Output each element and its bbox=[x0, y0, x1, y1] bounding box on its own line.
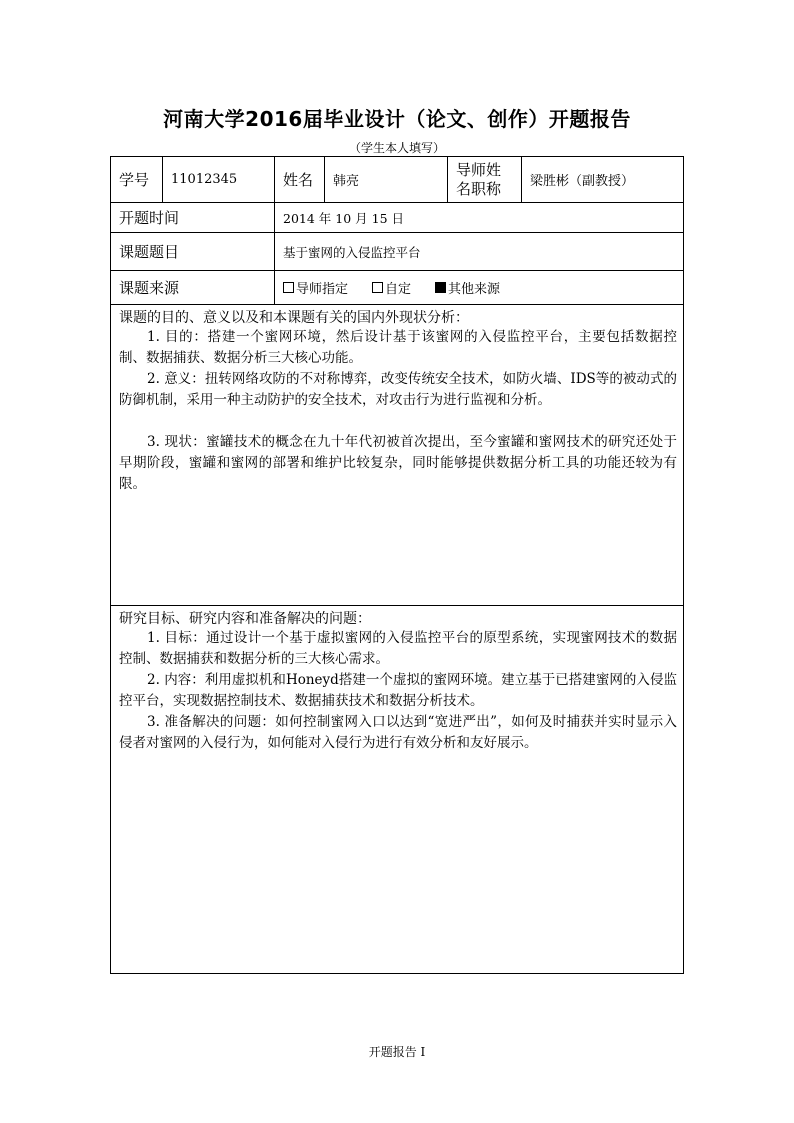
name-label: 姓名 bbox=[283, 171, 314, 189]
source-options bbox=[275, 271, 683, 304]
advisor-label-line2: 名职称 bbox=[456, 179, 502, 198]
document-title: 河南大学2016届毕业设计（论文、创作）开题报告 bbox=[163, 107, 631, 131]
section2-heading: 研究目标、研究内容和准备解决的问题： bbox=[119, 611, 371, 627]
source-option-advisor[interactable] bbox=[283, 278, 348, 297]
source-option-label: 自定 bbox=[385, 282, 412, 297]
row-divider bbox=[111, 605, 683, 606]
student-id-label: 学号 bbox=[119, 171, 150, 189]
document-subtitle: （学生本人填写） bbox=[348, 141, 445, 155]
name-value: 韩亮 bbox=[333, 174, 360, 189]
section2-paragraph: 3. 准备解决的问题：如何控制蜜网入口以达到“宽进严出”，如何及时捕获并实时显示入侵者对蜜网的入侵行为，如何能对入侵行为进行有效分析和友好展示。 bbox=[119, 714, 677, 751]
report-form bbox=[110, 156, 684, 974]
time-label: 开题时间 bbox=[119, 209, 180, 227]
checkbox-unchecked-icon[interactable] bbox=[372, 282, 383, 293]
section2-paragraph: 2. 内容：利用虚拟机和Honeyd搭建一个虚拟的蜜网环境。建立基于已搭建蜜网的入侵监控平台，实现数据控制技术、数据捕获技术和数据分析技术。 bbox=[119, 672, 677, 709]
advisor-label-line1: 导师姓 bbox=[456, 160, 502, 179]
section2-paragraph: 1. 目标：通过设计一个基于虚拟蜜网的入侵监控平台的原型系统，实现蜜网技术的数据控制、数据捕获和数据分析的三大核心需求。 bbox=[119, 630, 677, 667]
section1-paragraph: 1. 目的：搭建一个蜜网环境，然后设计基于该蜜网的入侵监控平台，主要包括数据控制、数据捕获、数据分析三大核心功能。 bbox=[119, 329, 677, 366]
checkbox-checked-icon[interactable] bbox=[435, 282, 446, 293]
source-option-self[interactable] bbox=[372, 278, 411, 297]
source-option-label: 其他来源 bbox=[448, 282, 501, 297]
topic-value: 基于蜜网的入侵监控平台 bbox=[283, 244, 421, 260]
section1-paragraph: 3. 现状：蜜罐技术的概念在九十年代初被首次提出，至今蜜罐和蜜网技术的研究还处于早期阶段，蜜罐和蜜网的部署和维护比较复杂，同时能够提供数据分析工具的功能还较为有限。 bbox=[119, 434, 677, 492]
time-value: 2014 年 10 月 15 日 bbox=[283, 210, 404, 226]
source-option-other[interactable] bbox=[435, 278, 500, 297]
advisor-value: 梁胜彬（副教授） bbox=[530, 174, 635, 189]
advisor-label bbox=[448, 157, 521, 202]
page-footer: 开题报告 I bbox=[368, 1045, 426, 1059]
source-option-label: 导师指定 bbox=[296, 282, 349, 297]
section1-heading: 课题的目的、意义以及和本课题有关的国内外现状分析： bbox=[119, 310, 469, 326]
checkbox-unchecked-icon[interactable] bbox=[283, 282, 294, 293]
source-label: 课题来源 bbox=[119, 279, 180, 297]
row-divider bbox=[111, 304, 683, 305]
topic-label: 课题题目 bbox=[119, 243, 180, 261]
student-id-value: 11012345 bbox=[171, 172, 238, 187]
section1-paragraph: 2. 意义：扭转网络攻防的不对称博弈，改变传统安全技术，如防火墙、IDS等的被动式的防御机制，采用一种主动防护的安全技术，对攻击行为进行监视和分析。 bbox=[119, 371, 677, 408]
